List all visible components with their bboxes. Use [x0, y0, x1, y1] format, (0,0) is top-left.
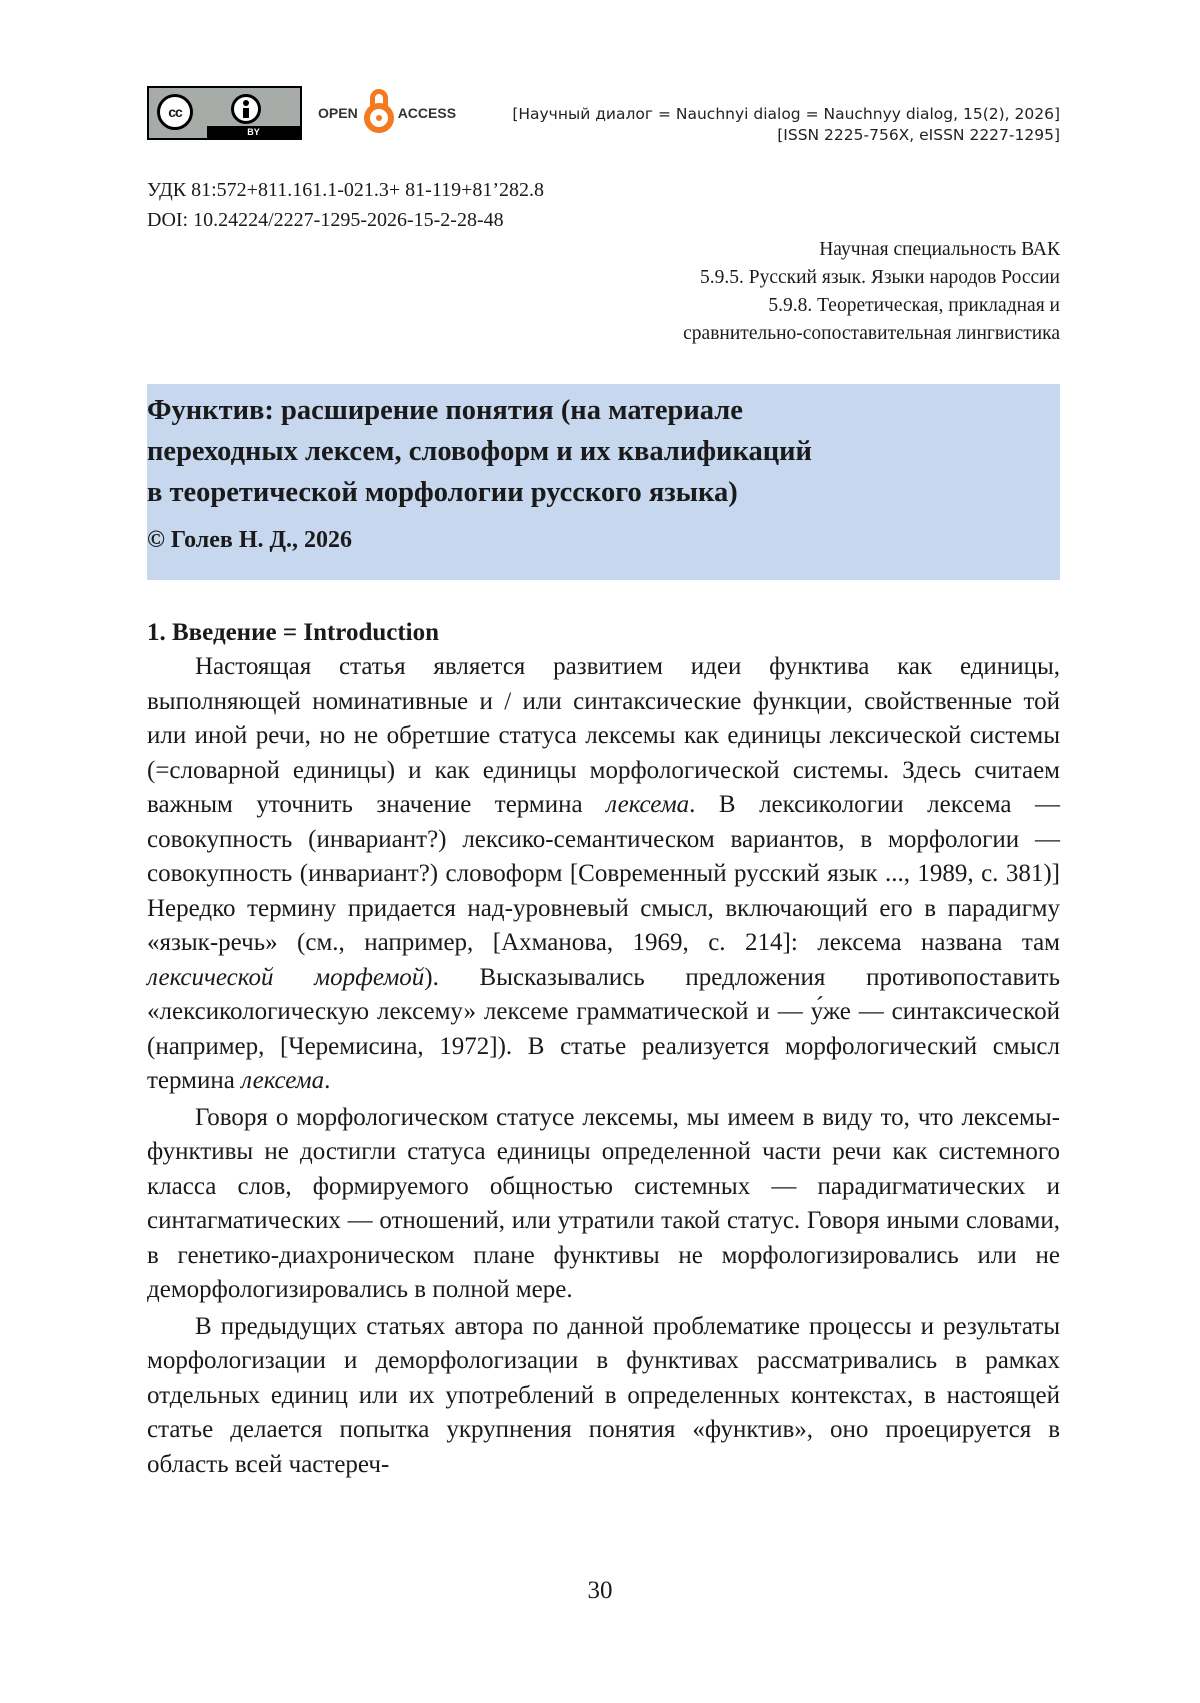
body-paragraph-2: Говоря о морфологическом статусе лексемы, мы имеем в виду то, что лексемы-функтивы не достигли статуса единицы определенной части речи как системного класса слов, формируемого общностью системных — парадигматических и синтагматических — отношений, или утратили такой статус. Говоря иными словами, в генетико-диахроническом плане функтивы не морфологизировались или не деморфологизировались в полной мере.	[147, 1103, 1060, 1303]
body-paragraph-3: В предыдущих статьях автора по данной проблематике процессы и результаты морфологизации и деморфологизации в функтивах рассматривались в рамках отдельных единиц или их употреблений в определенных контекстах, в настоящей статье делается попытка укрупнения понятия «функтив», оно проецируется в область всей частереч-	[147, 1312, 1060, 1478]
open-access-right-text: ACCESS	[397, 105, 457, 121]
italic-term: лексема	[606, 791, 690, 818]
vak-line: сравнительно-сопоставительная лингвистика	[683, 323, 1060, 344]
article-title-block	[147, 384, 1060, 580]
doi: DOI: 10.24224/2227-1295-2026-15-2-28-48	[147, 209, 504, 231]
article-title: Функтив: расширение понятия (на материале переходных лексем, словоформ и их квалификаций в теоретической морфологии русского языка)	[147, 395, 812, 508]
cc-icon-label: cc	[168, 104, 182, 120]
text-run: .	[324, 1067, 331, 1094]
vak-line: 5.9.5. Русский язык. Языки народов России	[699, 267, 1060, 288]
body-paragraph-1	[147, 650, 1060, 1099]
italic-term: лексической морфемой	[147, 963, 425, 991]
classification-block	[147, 175, 544, 235]
journal-issn: [ISSN 2225-756X, eISSN 2227-1295]	[777, 126, 1060, 144]
open-access-left-text: OPEN	[318, 105, 358, 121]
text-run: . В лексикологии лексема — совокупность (инвариант?) лексико-семантическом вариантов, в морфологии — совокупность (инвариант?) словоформ [Современный русский язык ..., 1989, с. 381)] Нередко термину придается над-уровневый смысл, включающий его в парадигму «язык-речь» (см., например, [Ахманова, 1969, с. 214]: лексема названа там	[147, 791, 1061, 956]
vak-specialty	[683, 236, 1060, 348]
vak-line: 5.9.8. Теоретическая, прикладная и	[768, 295, 1060, 316]
text-run: Настоящая статья является развитием идеи функтива как единицы, выполняющей номинативные и / или синтаксические функции, свойственные той или иной речи, но не обретшие статуса лексемы как единицы лексической системы (=словарной единицы) и как единицы морфологической системы. Здесь считаем важным уточнить значение термина	[147, 653, 1060, 818]
by-person-icon	[231, 94, 261, 124]
article-author: © Голев Н. Д., 2026	[147, 527, 353, 553]
by-label: BY	[207, 126, 300, 138]
cc-icon	[157, 94, 193, 130]
section-heading: 1. Введение = Introduction	[147, 619, 440, 646]
open-access-logo	[318, 86, 456, 140]
open-access-lock-icon	[364, 89, 394, 137]
journal-reference	[512, 104, 1060, 146]
article-body	[147, 616, 1060, 1482]
vak-line: Научная специальность ВАК	[819, 239, 1060, 260]
udk-code: УДК 81:572+811.161.1-021.3+ 81-119+81’282.8	[147, 179, 545, 201]
journal-citation: [Научный диалог = Nauchnyi dialog = Nauchnyy dialog, 15(2), 2026]	[512, 105, 1060, 123]
text-run: ). Высказывались предложения противопоставить «лексикологическую лексему» лексеме грамматической и — у́же — синтаксической (например, [Черемисина, 1972]). В статье реализуется морфологический смысл термина	[147, 963, 1060, 1094]
page-number: 30	[587, 1577, 613, 1604]
cc-by-license-badge	[147, 86, 302, 140]
italic-term: лексема	[241, 1067, 325, 1094]
